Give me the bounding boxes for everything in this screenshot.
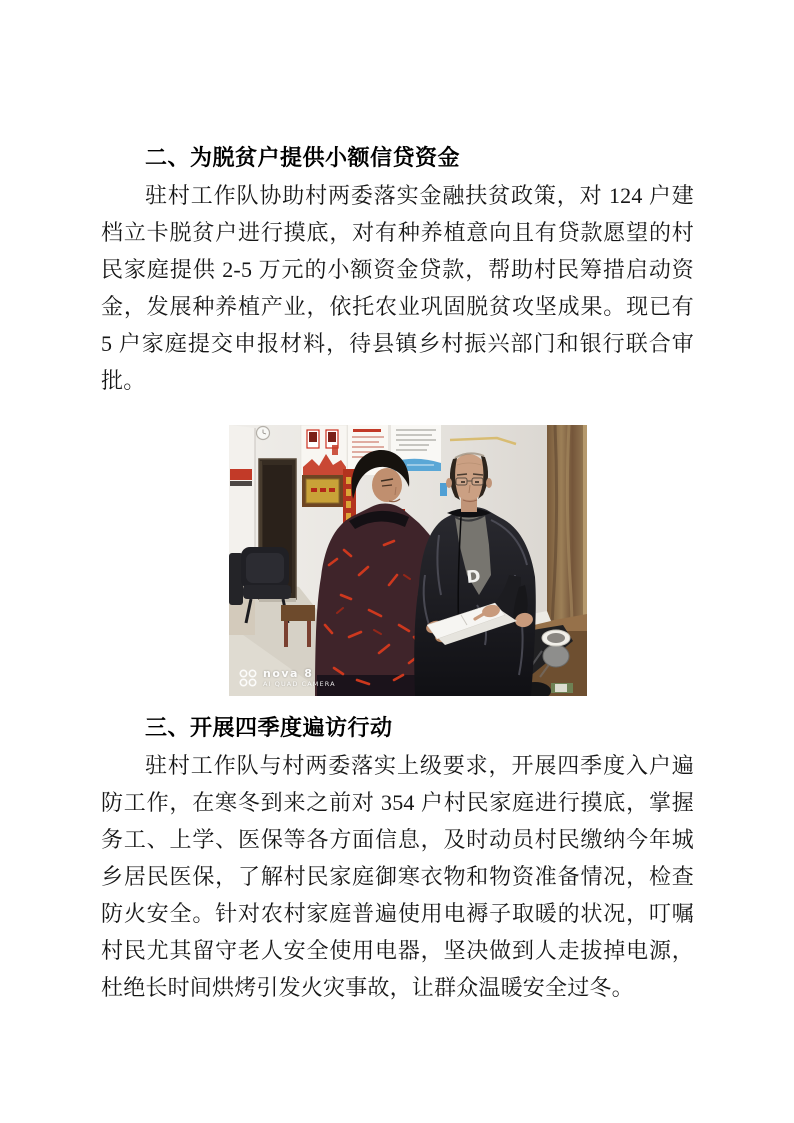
watermark-camera-label: AI QUAD CAMERA <box>263 680 336 688</box>
photo-clock <box>257 427 270 440</box>
photo-red-sign <box>230 469 252 486</box>
jacket-letter: D <box>465 566 482 588</box>
camera-watermark <box>239 668 336 688</box>
section-2-heading: 二、为脱贫户提供小额信贷资金 <box>145 146 461 171</box>
watermark-brand: nova 8 <box>263 667 314 680</box>
quad-camera-rings-icon <box>239 669 258 688</box>
photo-blue-tag <box>440 483 447 496</box>
photo-gold-plaque <box>302 475 343 507</box>
photo-posters <box>301 425 347 481</box>
section-3-paragraph: 驻村工作队与村两委落实上级要求，开展四季度入户遍防工作，在寒冬到来之前对 354 户村民家庭进行摸底，掌握务工、上学、医保等各方面信息，及时动员村民缴纳今年城乡居民医保，了解村民家庭御寒衣物和物资准备情况，检查防火安全。针对农村家庭普遍使用电褥子取暖的状况，叮嘱村民尤其留守老人安全使用电器，坚决做到人走拔掉电源，杜绝长时间烘烤引发火灾事故，让群众温暖安全过冬。 <box>101 753 694 1000</box>
photo-home-visit <box>229 425 587 696</box>
photo-illustration <box>229 425 587 696</box>
section-3-heading: 三、开展四季度遍访行动 <box>145 716 393 741</box>
document-content <box>101 140 694 1006</box>
section-2-paragraph: 驻村工作队协助村两委落实金融扶贫政策，对 124 户建档立卡脱贫户进行摸底，对有种养植意向且有贷款愿望的村民家庭提供 2-5 万元的小额资金贷款，帮助村民筹措启动资金，发展种养植产业，依托农业巩固脱贫攻坚成果。现已有 5 户家庭提交申报材料，待县镇乡村振兴部门和银行联合审批。 <box>101 183 694 393</box>
